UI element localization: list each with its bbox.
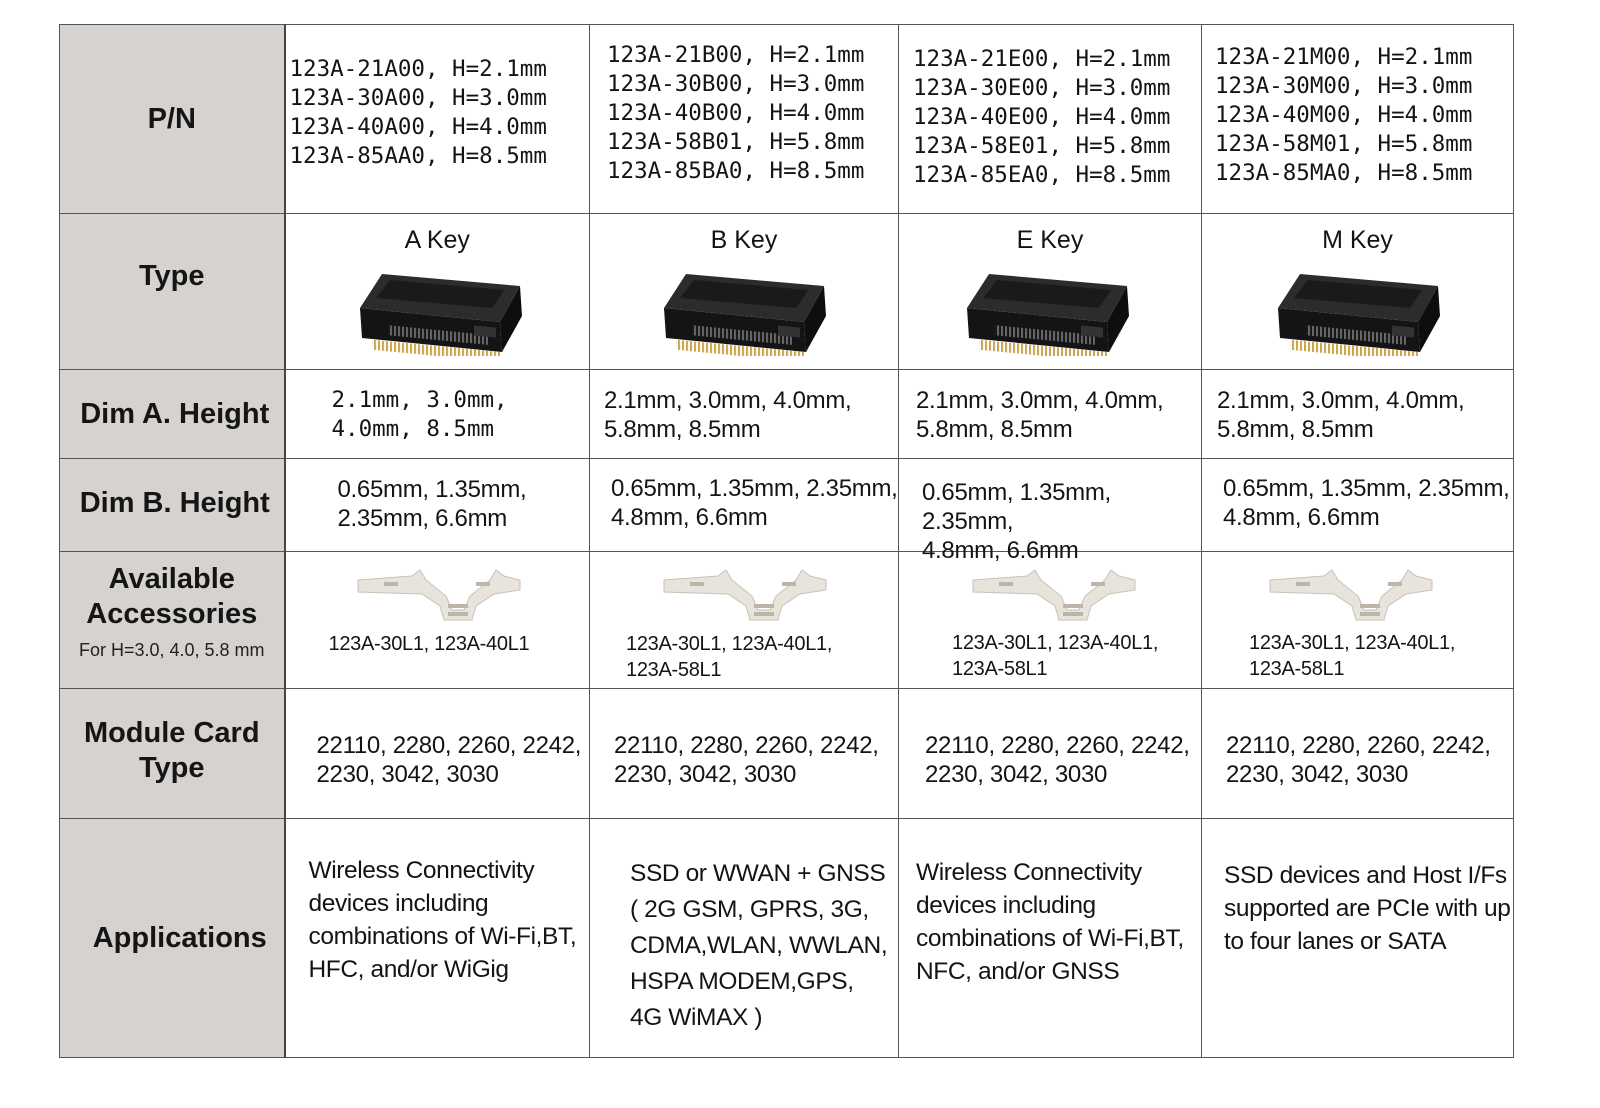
- dim-a-cell-e: [899, 370, 1202, 459]
- applications-text-b: SSD or WWAN + GNSS ( 2G GSM, GPRS, 3G, CDMA,WLAN, WWLAN, HSPA MODEM,GPS, 4G WiMAX ): [630, 860, 888, 1031]
- module-card-values-e: 22110, 2280, 2260, 2242, 2230, 3042, 3030: [925, 732, 1190, 788]
- accessories-pn-a: 123A-30L1, 123A-40L1: [328, 633, 530, 655]
- accessories-cell-a: [285, 552, 590, 689]
- module-card-cell-b: [590, 689, 899, 819]
- dim-a-cell-a: [285, 370, 590, 459]
- accessories-pn-m: 123A-30L1, 123A-40L1, 123A-58L1: [1249, 632, 1456, 680]
- connector-image-m: [1272, 270, 1442, 356]
- type-cell-m: [1202, 214, 1514, 370]
- clip-image-e: [969, 566, 1139, 624]
- dim-a-values-m: 2.1mm, 3.0mm, 4.0mm, 5.8mm, 8.5mm: [1217, 387, 1465, 443]
- pn-header-cell: [60, 25, 285, 214]
- module-card-row: [60, 689, 1514, 819]
- pn-list-m: 123A-21M00, H=2.1mm 123A-30M00, H=3.0mm 123A-40M00, H=4.0mm 123A-58M01, H=5.8mm 123A-85MA0, H=8.5mm: [1215, 44, 1473, 186]
- module-card-header-cell: [60, 689, 285, 819]
- applications-cell-e: [899, 819, 1202, 1058]
- module-card-cell-m: [1202, 689, 1514, 819]
- applications-header: Applications: [92, 921, 267, 954]
- accessories-header: Available Accessories: [86, 563, 258, 630]
- dim-a-values-b: 2.1mm, 3.0mm, 4.0mm, 5.8mm, 8.5mm: [604, 387, 852, 443]
- connector-image-e: [961, 270, 1131, 356]
- dim-a-header: Dim A. Height: [80, 397, 270, 430]
- pn-cell-b: [590, 25, 899, 214]
- dim-b-cell-b: [590, 459, 899, 552]
- accessories-pn-b: 123A-30L1, 123A-40L1, 123A-58L1: [626, 633, 833, 681]
- accessories-cell-b: [590, 552, 899, 689]
- dim-b-cell-m: [1202, 459, 1514, 552]
- type-cell-e: [899, 214, 1202, 370]
- applications-cell-a: [285, 819, 590, 1058]
- key-label-a: A Key: [404, 226, 470, 254]
- applications-text-e: Wireless Connectivity devices including combinations of Wi-Fi,BT, NFC, and/or GNSS: [916, 859, 1184, 985]
- spec-table: [59, 24, 1514, 1058]
- applications-header-cell: [60, 819, 285, 1058]
- pn-cell-e: [899, 25, 1202, 214]
- type-header-cell: [60, 214, 285, 370]
- clip-image-m: [1266, 566, 1436, 624]
- accessories-header-cell: [60, 552, 285, 689]
- pn-list-e: 123A-21E00, H=2.1mm 123A-30E00, H=3.0mm 123A-40E00, H=4.0mm 123A-58E01, H=5.8mm 123A-85EA0, H=8.5mm: [913, 46, 1171, 188]
- applications-text-m: SSD devices and Host I/Fs supported are PCIe with up to four lanes or SATA: [1224, 862, 1511, 955]
- key-label-e: E Key: [1016, 226, 1084, 254]
- dim-a-cell-b: [590, 370, 899, 459]
- pn-list-b: 123A-21B00, H=2.1mm 123A-30B00, H=3.0mm 123A-40B00, H=4.0mm 123A-58B01, H=5.8mm 123A-85BA0, H=8.5mm: [607, 42, 865, 184]
- dim-a-values-e: 2.1mm, 3.0mm, 4.0mm, 5.8mm, 8.5mm: [916, 387, 1164, 443]
- type-header: Type: [138, 260, 205, 292]
- dim-b-row: [60, 459, 1514, 552]
- module-card-cell-e: [899, 689, 1202, 819]
- pn-row: [60, 25, 1514, 214]
- module-card-cell-a: [285, 689, 590, 819]
- applications-text-a: Wireless Connectivity devices including combinations of Wi-Fi,BT, HFC, and/or WiGig: [308, 857, 577, 983]
- accessories-pn-e: 123A-30L1, 123A-40L1, 123A-58L1: [952, 632, 1159, 680]
- dim-b-cell-e: [899, 459, 1202, 564]
- accessories-row: [60, 552, 1514, 689]
- key-label-b: B Key: [710, 226, 778, 254]
- pn-cell-a: [285, 25, 590, 214]
- dim-a-row: [60, 370, 1514, 459]
- dim-b-values-b: 0.65mm, 1.35mm, 2.35mm, 4.8mm, 6.6mm: [611, 475, 898, 531]
- type-cell-a: [285, 214, 590, 370]
- module-card-values-m: 22110, 2280, 2260, 2242, 2230, 3042, 3030: [1226, 732, 1491, 788]
- accessories-cell-m: [1202, 552, 1514, 689]
- clip-image-b: [660, 566, 830, 624]
- dim-b-cell-a: [285, 459, 590, 552]
- applications-row: [60, 819, 1514, 1058]
- pn-cell-m: [1202, 25, 1514, 214]
- dim-b-header: Dim B. Height: [79, 486, 270, 519]
- applications-cell-b: [590, 819, 899, 1058]
- type-cell-b: [590, 214, 899, 370]
- module-card-header: Module Card Type: [83, 716, 260, 784]
- connector-image-b: [658, 270, 828, 356]
- clip-image-a: [354, 566, 524, 624]
- dim-b-header-cell: [60, 459, 285, 552]
- type-row: [60, 214, 1514, 370]
- dim-b-values-m: 0.65mm, 1.35mm, 2.35mm, 4.8mm, 6.6mm: [1223, 475, 1510, 531]
- dim-b-values-e: 0.65mm, 1.35mm, 2.35mm, 4.8mm, 6.6mm: [922, 479, 1111, 564]
- dim-a-values-a: 2.1mm, 3.0mm, 4.0mm, 8.5mm: [331, 387, 508, 442]
- key-label-m: M Key: [1322, 226, 1393, 254]
- applications-cell-m: [1202, 819, 1514, 1058]
- accessories-cell-e: [899, 552, 1202, 689]
- dim-a-cell-m: [1202, 370, 1514, 459]
- dim-a-header-cell: [60, 370, 285, 459]
- connector-image-a: [354, 270, 524, 356]
- module-card-values-b: 22110, 2280, 2260, 2242, 2230, 3042, 3030: [614, 732, 879, 788]
- accessories-note: For H=3.0, 4.0, 5.8 mm: [78, 640, 265, 660]
- dim-b-values-a: 0.65mm, 1.35mm, 2.35mm, 6.6mm: [337, 476, 527, 532]
- module-card-values-a: 22110, 2280, 2260, 2242, 2230, 3042, 3030: [316, 732, 582, 788]
- pn-list-a: 123A-21A00, H=2.1mm 123A-30A00, H=3.0mm 123A-40A00, H=4.0mm 123A-85AA0, H=8.5mm: [289, 56, 547, 169]
- pn-header: P/N: [147, 102, 196, 135]
